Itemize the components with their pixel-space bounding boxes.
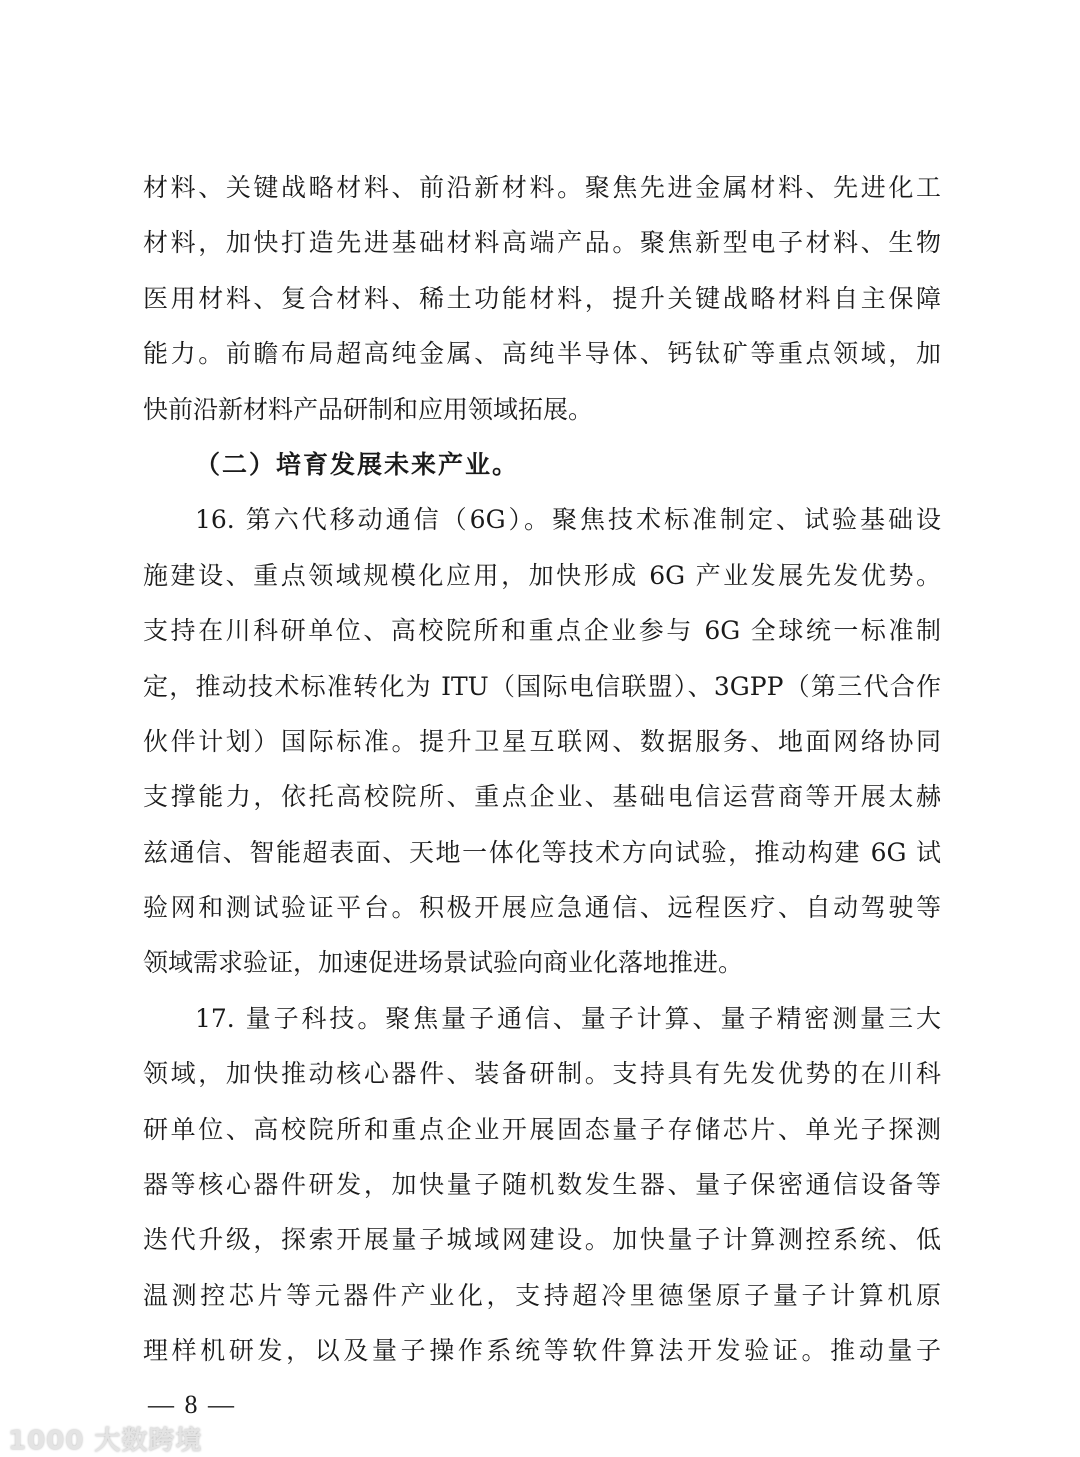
paragraph-line: 领域，加快推动核心器件、装备研制。支持具有先发优势的在川科 [143,1059,941,1089]
paragraph-line: 验网和测试验证平台。积极开展应急通信、远程医疗、自动驾驶等 [143,893,941,923]
paragraph-line: 迭代升级，探索开展量子城域网建设。加快量子计算测控系统、低 [143,1225,941,1255]
document-body [143,160,941,1379]
paragraph-line: 领域需求验证，加速促进场景试验向商业化落地推进。 [143,948,744,978]
paragraph-line: 兹通信、智能超表面、天地一体化等技术方向试验，推动构建 6G 试 [143,837,941,867]
paragraph-line: 器等核心器件研发，加快量子随机数发生器、量子保密通信设备等 [143,1170,941,1200]
paragraph-line: 定，推动技术标准转化为 ITU（国际电信联盟）、3GPP（第三代合作 [143,671,941,701]
paragraph-line: 支持在川科研单位、高校院所和重点企业参与 6G 全球统一标准制 [143,616,941,646]
paragraph-line: 理样机研发，以及量子操作系统等软件算法开发验证。推动量子 [143,1336,941,1366]
paragraph-line: 支撑能力，依托高校院所、重点企业、基础电信运营商等开展太赫 [143,782,941,812]
page-number: — 8 — [148,1390,236,1419]
paragraph-line: 研单位、高校院所和重点企业开展固态量子存储芯片、单光子探测 [143,1114,941,1144]
paragraph-line: 温测控芯片等元器件产业化，支持超冷里德堡原子量子计算机原 [143,1280,941,1310]
paragraph-line: 伙伴计划）国际标准。提升卫星互联网、数据服务、地面网络协同 [143,726,941,756]
paragraph-line: 材料，加快打造先进基础材料高端产品。聚焦新型电子材料、生物 [143,228,941,258]
paragraph-line: 快前沿新材料产品研制和应用领域拓展。 [143,394,594,424]
paragraph-line: 17. 量子科技。聚焦量子通信、量子计算、量子精密测量三大 [195,1003,941,1033]
paragraph-line: 16. 第六代移动通信（6G）。聚焦技术标准制定、试验基础设 [195,505,941,535]
watermark-logo: 1000 大数跨境 [8,1426,203,1456]
paragraph-line: 医用材料、复合材料、稀土功能材料，提升关键战略材料自主保障 [143,283,941,313]
paragraph-line: 能力。前瞻布局超高纯金属、高纯半导体、钙钛矿等重点领域，加 [143,339,941,369]
paragraph-line: 材料、关键战略材料、前沿新材料。聚焦先进金属材料、先进化工 [143,173,941,202]
paragraph-line: 施建设、重点领域规模化应用，加快形成 6G 产业发展先发优势。 [143,560,941,590]
section-heading: （二）培育发展未来产业。 [195,449,520,479]
